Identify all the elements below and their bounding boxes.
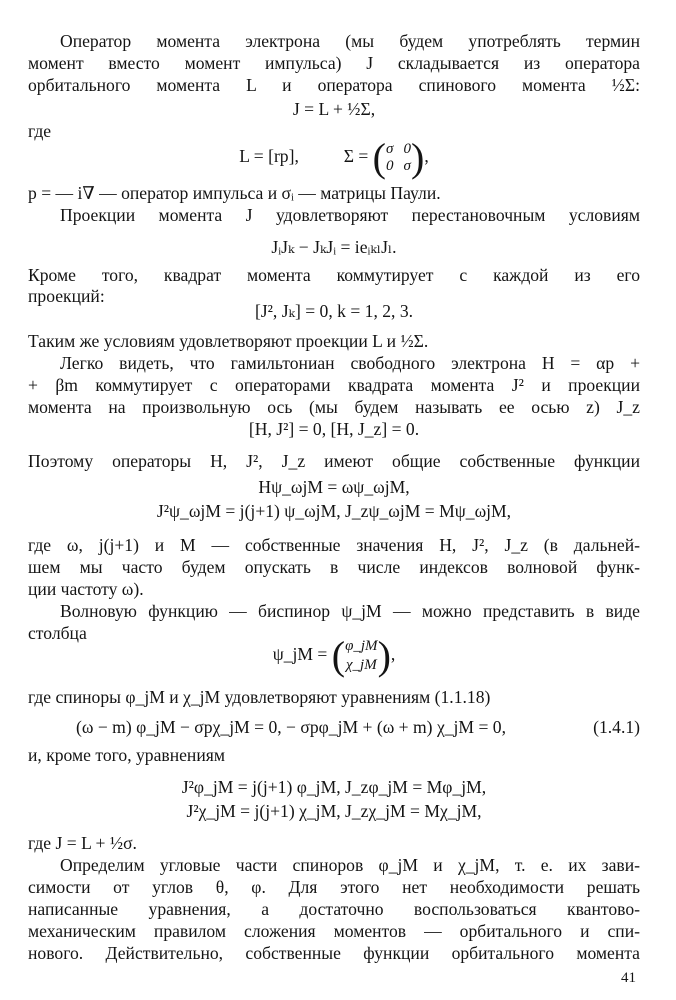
- equation-part: L = [rp],: [239, 146, 299, 166]
- equation: Hψ_ωjM = ωψ_ωjM,: [258, 477, 410, 497]
- vector-cell: φ_jM: [345, 637, 378, 654]
- paren-icon: (: [331, 632, 346, 678]
- equation: J²φ_jM = j(j+1) φ_jM, J_zφ_jM = Mφ_jM,: [181, 777, 487, 797]
- text-line: Определим угловые части спиноров φ_jM и χ_jM, т. е. их зави-: [60, 855, 640, 875]
- equation: [28, 136, 640, 178]
- text-line: Оператор момента электрона (мы будем употреблять термин: [60, 31, 640, 51]
- paren-icon: ): [410, 134, 425, 180]
- equation-part: Σ =: [343, 146, 369, 166]
- matrix: [386, 141, 411, 175]
- text-line: Проекции момента J удовлетворяют перестановочным условиям: [60, 205, 640, 225]
- text-line: где J = L + ½σ.: [28, 833, 137, 853]
- matrix-cell: σ: [403, 157, 411, 174]
- vector-cell: χ_jM: [345, 656, 377, 673]
- text-line: шем мы часто будем опускать в числе индексов волновой функ-: [28, 557, 640, 577]
- text-line: симости от углов θ, φ. Для этого нет необходимости решать: [28, 877, 640, 897]
- matrix-cell: 0: [385, 157, 394, 174]
- text-line: где: [28, 121, 52, 141]
- text-line: Таким же условиям удовлетворяют проекции L и ½Σ.: [28, 331, 429, 351]
- text-line: где спиноры φ_jM и χ_jM удовлетворяют уравнениям (1.1.18): [28, 687, 491, 707]
- equation: J = L + ½Σ,: [292, 99, 376, 119]
- equation-part: ,: [424, 146, 429, 166]
- text-line: столбца: [28, 623, 87, 643]
- paren-icon: ): [377, 632, 391, 678]
- paren-icon: (: [372, 134, 386, 180]
- equation: [J², Jₖ] = 0, k = 1, 2, 3.: [254, 301, 414, 321]
- text-line: и, кроме того, уравнениям: [28, 745, 225, 765]
- equation: J²χ_jM = j(j+1) χ_jM, J_zχ_jM = Mχ_jM,: [186, 801, 482, 821]
- text-line: момента на произвольную ось (мы будем называть ее осью z) J_z: [28, 397, 640, 417]
- text-line: ции частоту ω).: [28, 579, 144, 599]
- text-line: момент вместо момент импульса) J складывается из оператора: [28, 53, 640, 73]
- equation-number: (1.4.1): [593, 717, 640, 737]
- equation: J²ψ_ωjM = j(j+1) ψ_ωjM, J_zψ_ωjM = Mψ_ωjM,: [156, 501, 512, 521]
- text-line: нового. Действительно, собственные функции орбитального момента: [28, 943, 640, 963]
- text-line: Кроме того, квадрат момента коммутирует с каждой из его: [28, 265, 640, 285]
- text-line: механическим правилом сложения моментов — орбитального и спи-: [28, 921, 640, 941]
- text-line: Легко видеть, что гамильтониан свободного электрона H = αp +: [60, 353, 640, 373]
- text-line: орбитального момента L и оператора спинового момента ½Σ:: [28, 75, 640, 95]
- text-line: где ω, j(j+1) и M — собственные значения H, J², J_z (в дальней-: [28, 535, 640, 555]
- text-line: + βm коммутирует с операторами квадрата момента J² и проекции: [28, 375, 640, 395]
- equation-part: ,: [390, 644, 396, 664]
- equation-part: ψ_jM =: [272, 644, 328, 664]
- equation: JᵢJₖ − JₖJᵢ = ieᵢₖₗJₗ.: [271, 237, 397, 257]
- text-line: проекций:: [28, 286, 105, 306]
- equation: [28, 632, 640, 676]
- matrix-cell: σ: [386, 140, 394, 157]
- text-line: Волновую функцию — биспинор ψ_jM — можно представить в виде: [60, 601, 640, 621]
- text-line: написанные уравнения, а достаточно воспользоваться квантово-: [28, 899, 640, 919]
- column-vector: [345, 637, 377, 675]
- equation: (ω − m) φ_jM − σpχ_jM = 0, − σpφ_jM + (ω + m) χ_jM = 0,: [76, 717, 506, 737]
- text-line: p = — i∇ — оператор импульса и σᵢ — матрицы Паули.: [28, 183, 441, 203]
- text-line: Поэтому операторы H, J², J_z имеют общие собственные функции: [28, 451, 640, 471]
- matrix-cell: 0: [403, 140, 411, 157]
- page-number: 41: [621, 970, 636, 986]
- equation: [H, J²] = 0, [H, J_z] = 0.: [248, 419, 420, 439]
